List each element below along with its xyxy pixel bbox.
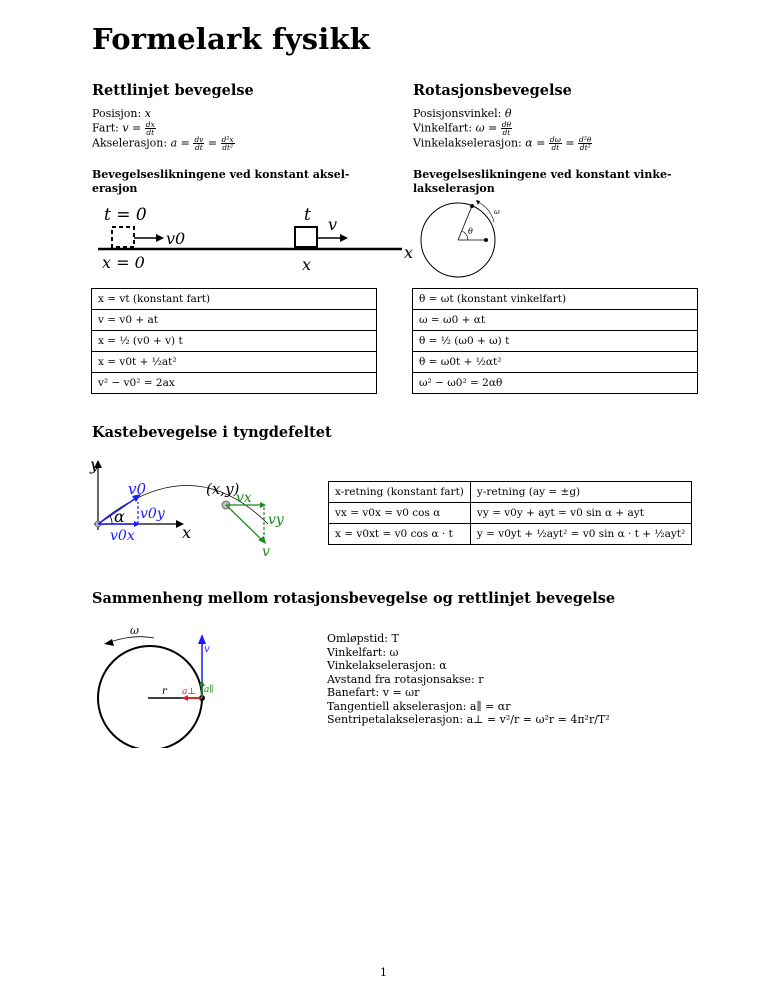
a-par-label: a∥ — [204, 685, 214, 695]
page-title: Formelark fysikk — [92, 22, 371, 56]
x-axis-label: x — [404, 243, 414, 262]
head-y-cell: y-retning (ay = ±g) — [470, 482, 691, 503]
alpha-label: α — [114, 507, 125, 526]
rotation-diagram — [410, 196, 520, 280]
r-label: r — [162, 686, 167, 697]
projectile-diagram — [86, 452, 306, 562]
equation-cell: ω = ω0 + αt — [413, 310, 698, 331]
v-label: v — [262, 544, 270, 560]
x0-label: x = 0 — [102, 253, 145, 272]
angacc-line: Vinkelakselerasjon: α = $\frac{d\omega}{dt}$ = $\frac{\text{d²θ}}{\text{dt²}}$ — [413, 134, 592, 152]
equation-cell: v² − v0² = 2ax — [92, 373, 377, 394]
table-row — [92, 352, 377, 373]
equation-cell: ω² − ω0² = 2αθ — [413, 373, 698, 394]
omega-arc — [478, 202, 494, 222]
table-row — [92, 289, 377, 310]
vx-arrowhead — [260, 502, 266, 508]
table-row — [413, 352, 698, 373]
equation-cell: x = vt (konstant fart) — [92, 289, 377, 310]
list-item: Vinkelfart: ω — [327, 645, 399, 659]
rotation-heading: Rotasjonsbevegelse — [413, 82, 572, 99]
equation-cell: θ = ω0t + ½αt² — [413, 352, 698, 373]
omega-arc — [110, 637, 154, 642]
point-label: (x,y) — [206, 480, 240, 498]
t0-label: t = 0 — [104, 205, 147, 225]
rotation-equations-table — [412, 288, 698, 394]
table-row — [92, 310, 377, 331]
reference-point — [484, 238, 488, 242]
row1-y-cell: vy = v0y + ayt = v0 sin α + ayt — [470, 503, 691, 524]
projectile-table — [328, 481, 692, 545]
linear-definitions — [92, 107, 235, 151]
row2-x-cell: x = v0xt = v0 cos α · t — [329, 524, 471, 545]
relation-diagram — [90, 620, 220, 748]
v0-label: v0 — [128, 480, 147, 498]
position-line: Posisjon: x — [92, 107, 151, 120]
table-row — [413, 331, 698, 352]
v0x-label: v0x — [110, 528, 135, 544]
table-row — [413, 373, 698, 394]
vy-label: vy — [268, 512, 284, 528]
row1-x-cell: vx = v0x = v0 cos α — [329, 503, 471, 524]
end-box — [295, 227, 317, 247]
v-arrowhead — [198, 634, 206, 644]
table-row — [329, 503, 692, 524]
rotation-const-heading: Bevegelseslikningene ved konstant vinke-lakselerasjon — [413, 168, 672, 195]
equation-cell: θ = ωt (konstant vinkelfart) — [413, 289, 698, 310]
v-arrow — [226, 505, 262, 540]
relation-heading: Sammenheng mellom rotasjonsbevegelse og rettlinjet bevegelse — [92, 590, 616, 607]
speed-line: Fart: v = $\frac{dx}{dt}$ — [92, 119, 155, 137]
omega-label: ω — [494, 208, 500, 216]
omega-arrowhead — [104, 639, 114, 646]
table-row — [92, 373, 377, 394]
list-item: Banefart: v = ωr — [327, 686, 420, 699]
theta-label: θ — [468, 227, 473, 236]
v-label: v — [204, 644, 210, 655]
table-row — [413, 310, 698, 331]
omega-label: ω — [130, 624, 139, 637]
head-x-cell: x-retning (konstant fart) — [329, 482, 471, 503]
accel-line: Akselerasjon: a = $\frac{dv}{dt}$ = $\frac{\text{d²x}}{\text{dt²}}$ — [92, 134, 234, 152]
table-row — [329, 524, 692, 545]
v0-label: v0 — [166, 229, 186, 248]
list-item: Tangentiell akselerasjon: a∥ = αr — [327, 699, 511, 713]
linear-equations-table — [91, 288, 377, 394]
x-pos-label: x — [302, 255, 312, 274]
y-axis-label: y — [90, 455, 100, 474]
vx-label: vx — [236, 490, 252, 506]
relation-definitions — [327, 632, 610, 727]
table-row — [92, 331, 377, 352]
angvel-line: Vinkelfart: ω = $\frac{d\theta}{dt}$ — [413, 119, 512, 137]
alpha-arc — [110, 516, 112, 524]
list-item: Omløpstid: T — [327, 632, 399, 645]
rotating-point — [470, 204, 474, 208]
linear-const-heading: Bevegelseslikningene ved konstant aksel-erasjon — [92, 168, 350, 195]
start-box — [112, 227, 134, 247]
list-item: Avstand fra rotasjonsakse: r — [327, 672, 484, 686]
t-label: t — [304, 205, 311, 225]
v-label: v — [328, 215, 338, 234]
row2-y-cell: y = v0yt + ½ayt² = v0 sin α · t + ½ayt² — [470, 524, 691, 545]
list-item: Vinkelakselerasjon: α — [327, 659, 447, 672]
equation-cell: θ = ½ (ω0 + ω) t — [413, 331, 698, 352]
list-item: Sentripetalakselerasjon: a⊥ = v²/r = ω²r = 4π²r/T² — [327, 713, 610, 726]
equation-cell: x = v0t + ½at² — [92, 352, 377, 373]
x-axis-label: x — [182, 523, 192, 542]
v-arrowhead — [340, 234, 348, 242]
table-row — [413, 289, 698, 310]
equation-cell: x = ½ (v0 + v) t — [92, 331, 377, 352]
equation-cell: v = v0 + at — [92, 310, 377, 331]
v0-arrowhead — [156, 234, 164, 242]
projectile-heading: Kastebevegelse i tyngdefeltet — [92, 424, 332, 441]
angle-line: Posisjonsvinkel: θ — [413, 107, 512, 120]
table-row — [329, 482, 692, 503]
linear-motion-diagram — [90, 200, 420, 282]
linear-heading: Rettlinjet bevegelse — [92, 82, 254, 99]
v0y-label: v0y — [140, 506, 165, 522]
rotation-definitions — [413, 107, 592, 151]
a-perp-label: a⊥ — [182, 687, 196, 697]
page-number: 1 — [380, 966, 387, 979]
